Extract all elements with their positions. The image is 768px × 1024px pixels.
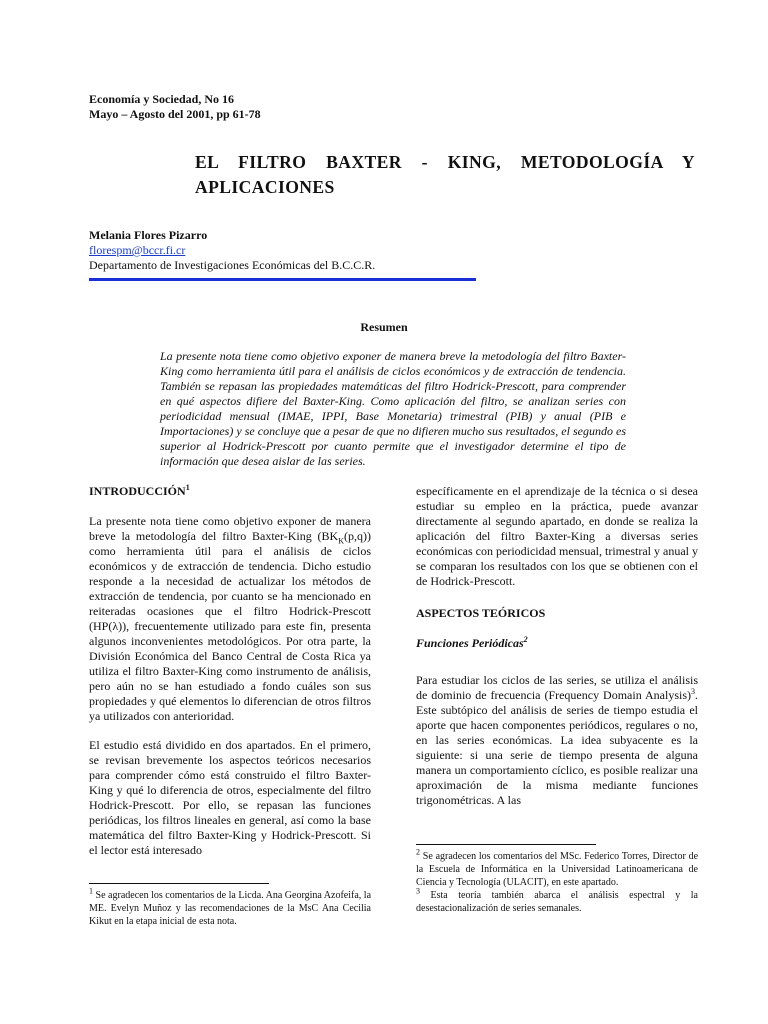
footnote-divider xyxy=(416,844,596,845)
abstract-text: La presente nota tiene como objetivo exponer de manera breve la metodología del filtro Baxter-King como herramienta útil para el análisis de ciclos económicos y de extracción de tendencia. También se repasan las propiedades matemáticas del filtro Hodrick-Prescott, para comprender en qué aspectos difiere del Baxter-King. Como aplicación del filtro, se analizan series con periodicidad mensual (IMAE, IPPI, Base Monetaria) trimestral (PIB) y anual (PIB e Importaciones) y se concluye que a pesar de que no difieren mucho sus resultados, el segundo es superior al Hodrick-Prescott por cuanto permite que el investigador determine el tipo de información que desea aislar de las series. xyxy=(160,349,626,468)
footnote-1: $^1$ Se agradecen los comentarios de la Licda. Ana Georgina Azofeifa, la ME. Evelyn Muñoz y las recomendaciones de la MsC Ana Cecilia Kikut en la etapa inicial de esta nota. xyxy=(89,886,372,927)
footnote-area-left xyxy=(89,883,371,928)
intro-paragraph-2: El estudio está dividido en dos apartados. En el primero, se revisan brevemente los aspectos teóricos necesarios para comprender cómo está construido el filtro Baxter-King y qué lo diferencia de otros, especialmente del filtro Hodrick-Prescott. Por ello, se repasan las funciones periódicas, los filtros lineales en general, así como la base matemática del filtro Baxter-King y Hodrick-Prescott. Si el lector está interesado xyxy=(89,738,371,857)
intro-paragraph-1: La presente nota tiene como objetivo exponer de manera breve la metodología del filtro Baxter-King $(BK_K(p,q))$ como herramienta útil para el análisis de ciclos económicos y de extracción de tendencia. Dicho estudio responde a la necesidad de actualizar los métodos de extracción de tendencia, por cuanto se ha mencionado en reiteradas ocasiones que el filtro Hodrick-Prescott (HP(λ)), frecuentemente utilizado para este fin, presenta algunos inconvenientes metodológicos. Por otra parte, la División Económica del Banco Central de Costa Rica ya utiliza el filtro Baxter-King como instrumento de análisis, pero aún no se han estudiado a fondo cuáles son sus propiedades y qué elementos lo diferencian de otros filtros ya utilizados con anterioridad. xyxy=(89,514,371,723)
author-email-link[interactable]: florespm@bccr.fi.cr xyxy=(89,243,186,257)
bk-subscript: K xyxy=(338,536,344,546)
abstract-heading: Resumen xyxy=(360,320,408,334)
journal-issue-pages: Mayo – Agosto del 2001, pp 61-78 xyxy=(89,107,261,121)
footnote-ref-2: 2 xyxy=(523,635,528,644)
footnote-3: $^3$ Esta teoría también abarca el análisis espectral y la desestacionalización de series semanales. xyxy=(416,886,698,914)
author-name: Melania Flores Pizarro xyxy=(89,228,208,242)
footnote-divider xyxy=(89,883,269,884)
right-column xyxy=(416,484,698,822)
paper-title: EL FILTRO BAXTER - KING, METODOLOGÍA Y APLICACIONES xyxy=(195,152,695,197)
intro-heading: INTRODUCCIÓN$^1$ xyxy=(89,483,190,498)
footnote-ref-3: 3 xyxy=(691,687,695,696)
subsection-heading-funciones: Funciones Periódicas$^2$ xyxy=(416,635,528,650)
header-divider xyxy=(89,278,476,281)
section-heading-aspectos: ASPECTOS TEÓRICOS xyxy=(416,606,546,620)
journal-name: Economía y Sociedad, No 16 xyxy=(89,92,235,106)
journal-citation xyxy=(89,92,261,122)
footnote-ref-1: 1 xyxy=(185,483,190,492)
right-paragraph-1: específicamente en el aprendizaje de la técnica o si desea estudiar su empleo en la práctica, puede avanzar directamente al segundo apartado, en donde se realiza la aplicación del filtro Baxter-King a diversas series económicas con periodicidad mensual, trimestral y anual y se comparan los resultados con los que se obtienen con el de Hodrick-Prescott. xyxy=(416,484,698,588)
footnote-2: $^2$ Se agradecen los comentarios del MSc. Federico Torres, Director de la Escuela de Informática en la Universidad Latinoamericana de Ciencia y Tecnología (ULACIT), en este apartado. xyxy=(416,847,699,888)
footnote-area-right xyxy=(416,844,698,915)
left-column xyxy=(89,484,371,872)
author-block xyxy=(89,228,375,273)
right-paragraph-2: Para estudiar los ciclos de las series, se utiliza el análisis de dominio de frecuencia (Frequency Domain Analysis)$^3$. Este subtópico del análisis de series de tiempo estudia el aporte que hacen componentes periódicos, regulares o no, en las series económicas. La idea subyacente es la siguiente: si una serie de tiempo presenta de alguna manera un comportamiento cíclico, es posible realizar una aproximación de la misma mediante funciones trigonométricas. A las xyxy=(416,673,698,807)
author-affiliation: Departamento de Investigaciones Económicas del B.C.C.R. xyxy=(89,258,376,272)
